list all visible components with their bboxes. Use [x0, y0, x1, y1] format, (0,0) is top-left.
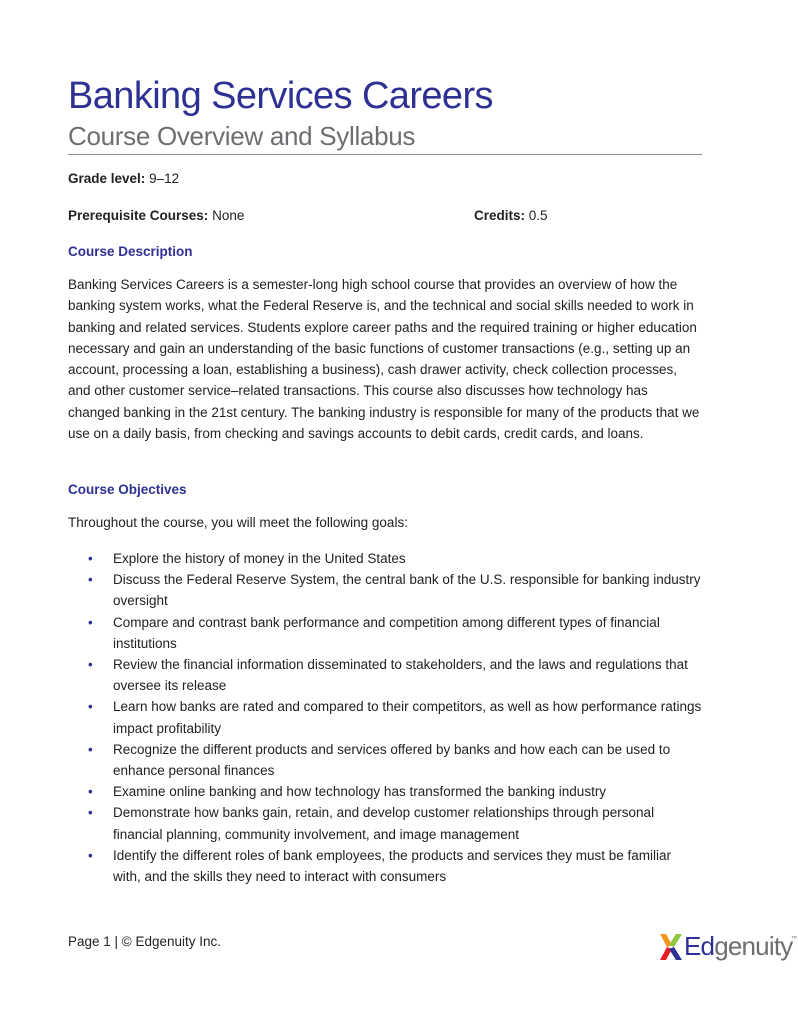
credits-label: Credits: [474, 208, 526, 223]
list-item: • Learn how banks are rated and compared to their competitors, as well as how performance ratings impact profitability [68, 696, 702, 738]
prerequisite-value: None [212, 208, 245, 223]
bullet-icon: • [88, 699, 93, 715]
bullet-icon: • [88, 657, 93, 673]
grade-level-field [68, 170, 179, 188]
trademark-mark: ™ [791, 936, 797, 942]
page-footer: Page 1 | © Edgenuity Inc. [68, 934, 222, 949]
page-title: Banking Services Careers [68, 75, 493, 117]
bullet-icon: • [88, 551, 93, 566]
prerequisite-field [68, 207, 244, 225]
list-item: • Identify the different roles of bank employees, the products and services they must be familiar with, and the skills they need to interact with consumers [68, 845, 702, 887]
list-item: • Recognize the different products and services offered by banks and how each can be used to enhance personal finances [68, 739, 702, 781]
title-divider [68, 154, 702, 155]
bullet-icon: • [88, 572, 93, 588]
edgenuity-wordmark: Edgenuity [684, 931, 793, 961]
credits-value: 0.5 [528, 208, 548, 223]
list-item: • Examine online banking and how technology has transformed the banking industry [68, 781, 702, 802]
credits-field [474, 207, 548, 225]
list-item: • Discuss the Federal Reserve System, the central bank of the U.S. responsible for banking industry oversight [68, 569, 702, 611]
course-objectives-intro: Throughout the course, you will meet the following goals: [68, 515, 408, 530]
bullet-icon: • [88, 614, 93, 630]
page-subtitle: Course Overview and Syllabus [68, 121, 416, 151]
course-description-text: Banking Services Careers is a semester-long high school course that provides an overview of how the banking system works, what the Federal Reserve is, and the technical and social skills needed to work in banking and related services. Students explore career paths and the required training or higher education necessary and gain an understanding of the basic functions of customer transactions (e.g., setting up an account, processing a loan, establishing a business), cash drawer activity, check collection processes, and other customer service–related transactions. This course also discusses how technology has changed banking in the 21st century. The banking industry is responsible for many of the products that we use on a daily basis, from checking and savings accounts to debit cards, credit cards, and loans. [68, 277, 700, 442]
objectives-list [68, 548, 702, 887]
list-item: • Explore the history of money in the United States [68, 548, 702, 569]
grade-level-label: Grade level: [68, 171, 146, 186]
bullet-icon: • [88, 805, 93, 821]
bullet-icon: • [88, 847, 93, 863]
course-objectives-heading: Course Objectives [68, 482, 187, 497]
bullet-icon: • [88, 784, 93, 800]
list-item: • Compare and contrast bank performance and competition among different types of financial institutions [68, 612, 702, 654]
list-item: • Review the financial information disseminated to stakeholders, and the laws and regulations that oversee its release [68, 654, 702, 696]
course-description-heading: Course Description [68, 244, 193, 259]
bullet-icon: • [88, 741, 93, 757]
edgenuity-logo [658, 927, 798, 967]
prerequisite-label: Prerequisite Courses: [68, 208, 209, 223]
grade-level-value: 9–12 [149, 171, 180, 186]
list-item: • Demonstrate how banks gain, retain, and develop customer relationships through personal financial planning, community involvement, and image management [68, 802, 702, 844]
edgenuity-x-icon [658, 932, 684, 962]
